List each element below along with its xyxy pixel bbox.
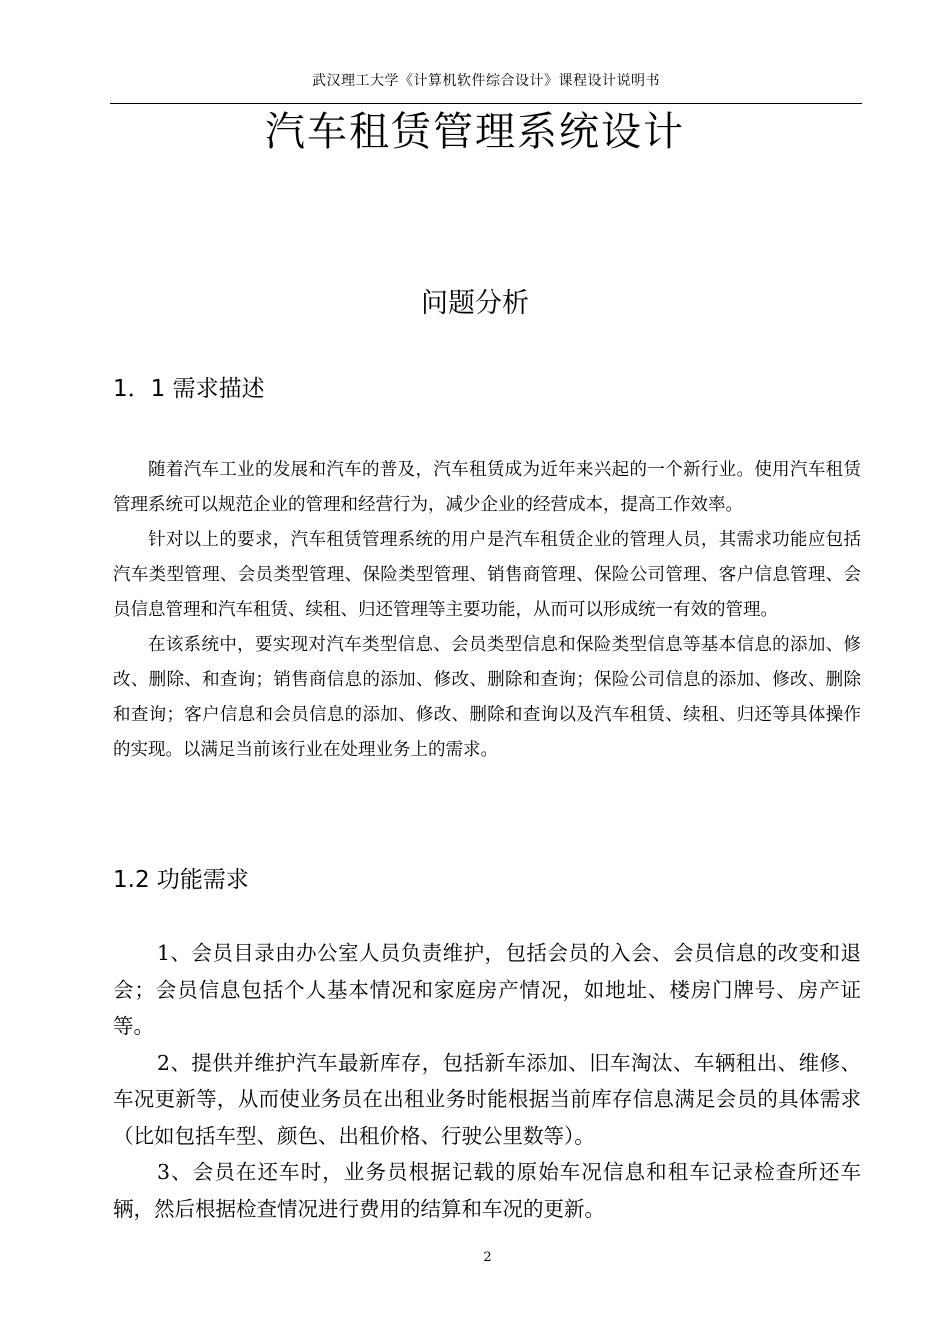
section-body-requirements (113, 453, 861, 768)
header-divider (110, 103, 862, 104)
document-title: 汽车租赁管理系统设计 (265, 109, 685, 155)
paragraph: 针对以上的要求，汽车租赁管理系统的用户是汽车租赁企业的管理人员，其需求功能应包括汽车类型管理、会员类型管理、保险类型管理、销售商管理、保险公司管理、客户信息管理、会员信息管理和汽车租赁、续租、归还管理等主要功能，从而可以形成统一有效的管理。 (113, 530, 861, 620)
paragraph: 随着汽车工业的发展和汽车的普及，汽车租赁成为近年来兴起的一个新行业。使用汽车租赁管理系统可以规范企业的管理和经营行为，减少企业的经营成本，提高工作效率。 (113, 460, 861, 515)
page-number: 2 (483, 1250, 492, 1265)
page-header: 武汉理工大学《计算机软件综合设计》课程设计说明书 (312, 73, 660, 89)
chapter-title: 问题分析 (421, 288, 529, 319)
paragraph: 2、提供并维护汽车最新库存，包括新车添加、旧车淘汰、车辆租出、维修、车况更新等，从而使业务员在出租业务时能根据当前库存信息满足会员的具体需求（比如包括车型、颜色、出租价格、行驶公里数等）。 (113, 1050, 861, 1148)
paragraph: 3、会员在还车时，业务员根据记载的原始车况信息和租车记录检查所还车辆，然后根据检查情况进行费用的结算和车况的更新。 (113, 1160, 861, 1221)
paragraph: 在该系统中，要实现对汽车类型信息、会员类型信息和保险类型信息等基本信息的添加、修改、删除、和查询；销售商信息的添加、修改、删除和查询；保险公司信息的添加、修改、删除和查询；客户信息和会员信息的添加、修改、删除和查询以及汽车租赁、续租、归还等具体操作的实现。以满足当前该行业在处理业务上的需求。 (113, 635, 861, 760)
section-heading-functions: 1.2 功能需求 (113, 867, 249, 893)
paragraph: 1、会员目录由办公室人员负责维护，包括会员的入会、会员信息的改变和退会；会员信息包括个人基本情况和家庭房产情况，如地址、楼房门牌号、房产证等。 (113, 941, 861, 1038)
section-body-functions (113, 935, 861, 1227)
section-heading-requirements: 1．1 需求描述 (113, 376, 265, 402)
